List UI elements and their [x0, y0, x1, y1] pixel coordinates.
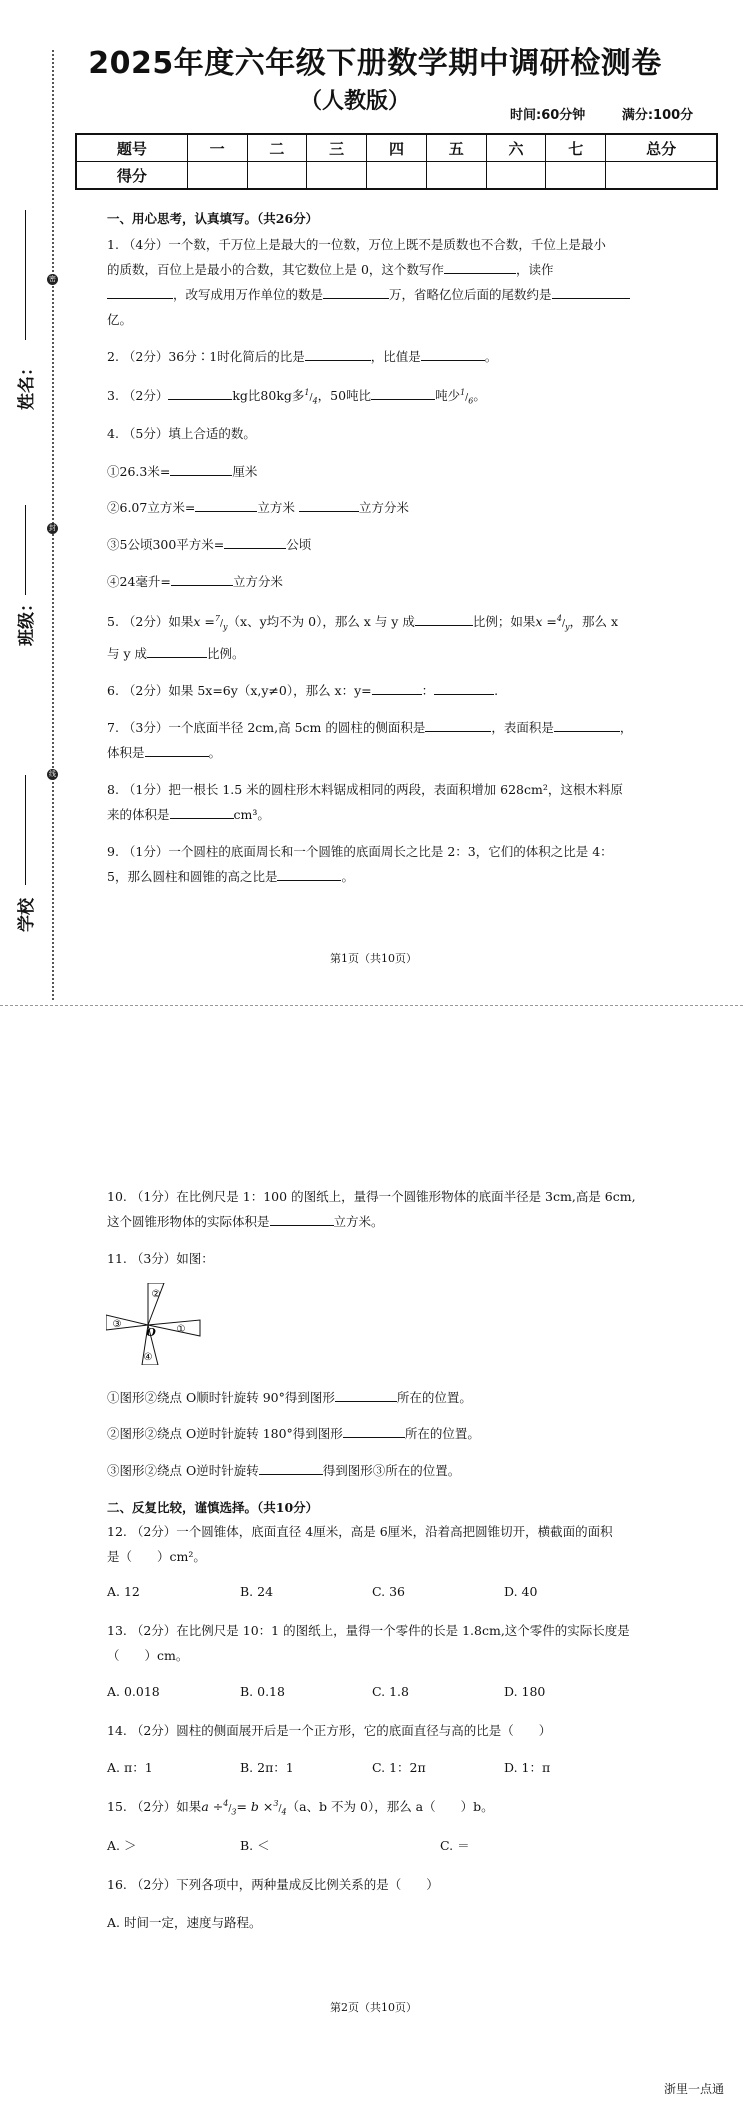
question-11-item-1: ①图形②绕点 O顺时针旋转 90°得到图形 所在的位置。: [107, 1390, 472, 1405]
option-a[interactable]: A. 0.018: [107, 1684, 160, 1699]
option-a[interactable]: A. ＞: [107, 1838, 137, 1853]
option-a[interactable]: A. 12: [107, 1584, 140, 1599]
question-4-item-4: ④24毫升= 立方分米: [107, 574, 283, 589]
question-8: 8. （1分）把一根长 1.5 米的圆柱形木料锯成相同的两段，表面积增加 628cm²，这根木料原: [107, 782, 623, 797]
question-8-line2: 来的体积是 cm³。: [107, 807, 270, 822]
school-label: 学校: [17, 898, 37, 932]
option-b[interactable]: B. 0.18: [240, 1684, 285, 1699]
question-13: 13. （2分）在比例尺是 10：1 的图纸上，量得一个零件的长是 1.8cm,这个零件的实际长度是: [107, 1623, 630, 1638]
question-2: 2. （2分）36分∶1时化简后的比是 ，比值是 。: [107, 349, 498, 364]
option-d[interactable]: D. 180: [504, 1684, 546, 1699]
score-input-cell[interactable]: [307, 162, 367, 190]
answer-blank[interactable]: [425, 719, 491, 732]
fraction-numerator: 4: [556, 613, 562, 623]
section-title: 一、用心思考，认真填写。（共26分）: [107, 211, 319, 226]
page-subtitle: （人教版）: [300, 89, 411, 114]
class-write-line[interactable]: [25, 505, 26, 595]
answer-blank[interactable]: [335, 1389, 397, 1402]
answer-blank[interactable]: [147, 645, 207, 658]
fraction-numerator: 1: [460, 387, 466, 397]
question-10-line2: 这个圆锥形物体的实际体积是 立方米。: [107, 1214, 384, 1229]
answer-blank[interactable]: [371, 387, 435, 400]
binding-mark-seal: 密: [49, 275, 56, 283]
question-4-item-2: ②6.07立方米= 立方米 立方分米: [107, 500, 409, 515]
option-a[interactable]: A. π：1: [107, 1760, 153, 1775]
label-3: ③: [112, 1319, 122, 1330]
score-input-cell[interactable]: [546, 162, 606, 190]
question-1-line2: 的质数，百位上是最小的合数，其它数位上是 0，这个数写作 ，读作: [107, 262, 554, 277]
answer-blank[interactable]: [195, 499, 257, 512]
score-input-cell[interactable]: [426, 162, 486, 190]
score-cell: 得分: [76, 162, 187, 190]
question-16: 16. （2分）下列各项中，两种量成反比例关系的是（ ）: [107, 1877, 439, 1892]
fraction-numerator: 3: [273, 1798, 279, 1808]
label-4: ④: [143, 1352, 153, 1363]
option-b[interactable]: B. ＜: [240, 1838, 270, 1853]
page-footer: 第1页（共10页）: [330, 952, 417, 965]
question-12-line2: 是（ ）cm²。: [107, 1549, 206, 1564]
question-7-line2: 体积是 。: [107, 745, 222, 760]
answer-blank[interactable]: [259, 1462, 323, 1475]
fraction-numerator: 7: [214, 613, 220, 623]
question-4-item-1: ①26.3米= 厘米: [107, 464, 258, 479]
question-1-line3: ，改写成用万作单位的数是 万，省略亿位后面的尾数约是: [107, 285, 630, 303]
question-14: 14. （2分）圆柱的侧面展开后是一个正方形，它的底面直径与高的比是（ ）: [107, 1723, 552, 1738]
binding-mark-seal: 封: [49, 524, 56, 532]
name-label: 姓名：: [17, 359, 37, 410]
score-table: [75, 133, 718, 190]
rotation-figure: [106, 1283, 202, 1365]
score-cell: 六: [486, 134, 546, 162]
question-11: 11. （3分）如图：: [107, 1251, 214, 1266]
question-6: 6. （2分）如果 5x=6y（x,y≠0），那么 x：y= ： .: [107, 683, 499, 698]
question-5-line2: 与 y 成 比例。: [107, 646, 245, 661]
answer-blank[interactable]: [168, 387, 232, 400]
option-d[interactable]: D. 1：π: [504, 1760, 551, 1775]
class-label: 班级：: [17, 595, 37, 646]
section-title: 二、反复比较，谨慎选择。（共10分）: [107, 1500, 319, 1515]
answer-blank[interactable]: [323, 286, 389, 299]
question-3: 3. （2分） kg比80kg多$^1/_4$，50吨比 吨少$^1/_6$。: [107, 387, 486, 406]
answer-blank[interactable]: [277, 868, 341, 881]
option-d[interactable]: D. 40: [504, 1584, 538, 1599]
label-1: ①: [176, 1324, 186, 1335]
answer-blank[interactable]: [170, 806, 234, 819]
question-4-item-3: ③5公顷300平方米= 公顷: [107, 537, 312, 552]
answer-blank[interactable]: [554, 719, 620, 732]
answer-blank[interactable]: [224, 536, 286, 549]
fraction-numerator: 4: [223, 1798, 229, 1808]
answer-blank[interactable]: [145, 744, 209, 757]
answer-blank[interactable]: [170, 463, 232, 476]
answer-blank[interactable]: [552, 286, 630, 299]
question-9: 9. （1分）一个圆柱的底面周长和一个圆锥的底面周长之比是 2：3，它们的体积之比是 4：: [107, 844, 613, 859]
answer-blank[interactable]: [434, 682, 494, 695]
fraction-denominator: y: [564, 622, 570, 632]
question-12: 12. （2分）一个圆锥体，底面直径 4厘米，高是 6厘米，沿着高把圆锥切开，横截面的面积: [107, 1524, 613, 1539]
question-15: 15. （2分）如果$a \div^4/_3= b \times^3/_4(a$、b 不为 0），那么 a（ ）b。: [107, 1798, 494, 1817]
answer-blank[interactable]: [421, 348, 485, 361]
fraction-denominator: 4: [281, 1807, 287, 1817]
answer-blank[interactable]: [415, 613, 473, 626]
option-c[interactable]: C. 1.8: [372, 1684, 409, 1699]
school-write-line[interactable]: [25, 775, 26, 885]
answer-blank[interactable]: [444, 261, 516, 274]
score-cell: 三: [307, 134, 367, 162]
page-title: 2025年度六年级下册数学期中调研检测卷: [88, 46, 662, 81]
question-11-item-2: ②图形②绕点 O逆时针旋转 180°得到图形 所在的位置。: [107, 1426, 480, 1441]
fraction-denominator: 4: [312, 396, 318, 406]
score-cell: 一: [187, 134, 247, 162]
page-footer: 第2页（共10页）: [330, 2001, 417, 2014]
score-table-header-row: [76, 134, 717, 162]
score-input-cell[interactable]: [187, 162, 247, 190]
answer-blank[interactable]: [107, 286, 173, 299]
option-c[interactable]: C. 36: [372, 1584, 405, 1599]
fraction-denominator: 3: [231, 1807, 237, 1817]
question-5: 5. （2分）如果$x =^7/_y(x$、y均不为 0），那么 x 与 y 成 比例；如果$x =^4/_y$，那么 x: [107, 613, 619, 632]
score-cell: 总分: [606, 134, 717, 162]
fraction-numerator: 1: [304, 387, 310, 397]
answer-blank[interactable]: [299, 499, 359, 512]
answer-blank[interactable]: [343, 1425, 405, 1438]
score-cell: 五: [426, 134, 486, 162]
question-11-item-3: ③图形②绕点 O逆时针旋转 得到图形③所在的位置。: [107, 1463, 461, 1478]
answer-blank[interactable]: [171, 573, 233, 586]
full-score: 满分:100分: [621, 108, 694, 123]
label-2: ②: [151, 1289, 161, 1300]
answer-blank[interactable]: [372, 682, 422, 695]
answer-blank[interactable]: [270, 1213, 334, 1226]
option-c[interactable]: C. ＝: [440, 1838, 470, 1853]
binding-mark-line: 线: [49, 770, 56, 778]
question-13-line2: （ ）cm。: [107, 1648, 189, 1663]
time-limit: 时间:60分钟: [510, 108, 586, 123]
score-cell: 七: [546, 134, 606, 162]
question-9-line2: 5，那么圆柱和圆锥的高之比是 。: [107, 869, 354, 884]
score-input-cell[interactable]: [367, 162, 427, 190]
triangle-1: [148, 1320, 200, 1336]
watermark-logo: 浙里一点通: [664, 2082, 725, 2096]
question-1-line4: 亿。: [107, 312, 133, 327]
name-write-line[interactable]: [25, 210, 26, 340]
option-c[interactable]: C. 1：2π: [372, 1760, 426, 1775]
score-cell: 题号: [76, 134, 187, 162]
score-cell: 二: [247, 134, 307, 162]
question-7: 7. （3分）一个底面半径 2cm,高 5cm 的圆柱的侧面积是 ，表面积是 ，: [107, 720, 633, 735]
score-table-score-row: [76, 162, 717, 190]
page-separator: [0, 1005, 743, 1006]
score-cell: 四: [367, 134, 427, 162]
exam-info: [510, 104, 725, 123]
center-point-label: O: [146, 1326, 156, 1339]
question-1: 1. （4分）一个数，千万位上是最大的一位数，万位上既不是质数也不合数，千位上是最小: [107, 237, 606, 252]
answer-blank[interactable]: [305, 348, 371, 361]
option-a[interactable]: A. 时间一定，速度与路程。: [107, 1915, 262, 1930]
option-b[interactable]: B. 2π：1: [240, 1760, 294, 1775]
fraction-denominator: y: [223, 622, 228, 632]
option-b[interactable]: B. 24: [240, 1584, 274, 1599]
score-input-cell[interactable]: [486, 162, 546, 190]
fraction-denominator: 6: [468, 396, 474, 406]
question-4: 4. （5分）填上合适的数。: [107, 426, 256, 441]
question-10: 10. （1分）在比例尺是 1：100 的图纸上，量得一个圆锥形物体的底面半径是 3cm,高是 6cm,: [107, 1189, 636, 1204]
score-input-cell[interactable]: [247, 162, 307, 190]
score-input-cell[interactable]: [606, 162, 717, 190]
